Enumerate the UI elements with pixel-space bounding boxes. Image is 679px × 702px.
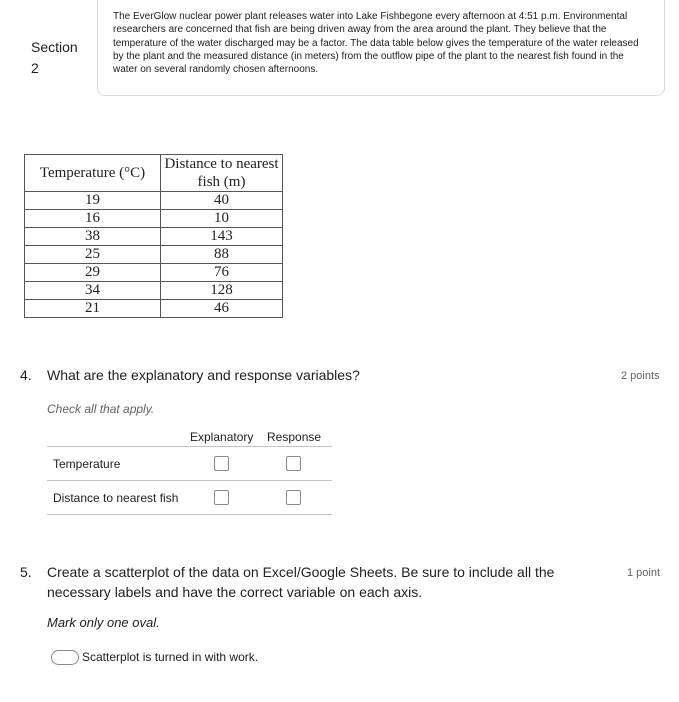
table-cell: 16: [25, 210, 161, 228]
section-label-number: 2: [31, 60, 39, 76]
section-description: The EverGlow nuclear power plant releases water into Lake Fishbegone every afternoon at 4:51 p.m. Environmental researchers are concerned that fish are being driven away from the area around the plant. They believe that the temperature of the water discharged may be a factor. The data table below gives the temperature of the water released by the plant and the measured distance (in meters) from the outflow pipe of the plant to the nearest fish found in the water on several randomly chosen afternoons.: [113, 11, 639, 76]
grid-row-label: Temperature: [53, 457, 121, 471]
table-row: [25, 228, 283, 246]
table-cell: 19: [25, 192, 161, 210]
table-cell: 21: [25, 300, 161, 318]
distance-explanatory-checkbox[interactable]: [214, 490, 229, 505]
table-header-distance: Distance to nearest fish (m): [161, 155, 283, 192]
table-cell: 143: [161, 228, 283, 246]
grid-row-label: Distance to nearest fish: [53, 491, 179, 505]
section-label-word: Section: [31, 39, 78, 55]
question-4-number: 4.: [20, 367, 32, 383]
table-cell: 40: [161, 192, 283, 210]
table-row: [25, 282, 283, 300]
table-row: [25, 246, 283, 264]
section-label: [31, 37, 78, 79]
table-header-temperature: Temperature (°C): [25, 155, 161, 192]
section-description-card: [97, 0, 665, 96]
temperature-explanatory-checkbox[interactable]: [214, 456, 229, 471]
table-cell: 34: [25, 282, 161, 300]
question-4-hint: Check all that apply.: [47, 402, 155, 416]
question-5-number: 5.: [20, 564, 32, 580]
table-cell: 88: [161, 246, 283, 264]
table-row: [25, 300, 283, 318]
grid-row-distance: [47, 481, 332, 515]
table-cell: 29: [25, 264, 161, 282]
data-table: [24, 154, 283, 318]
column-header-response: Response: [267, 430, 322, 444]
question-5-points: 1 point: [627, 567, 661, 579]
question-4-points: 2 points: [621, 370, 660, 382]
table-cell: 10: [161, 210, 283, 228]
temperature-response-checkbox[interactable]: [286, 456, 301, 471]
scatterplot-option-label[interactable]: Scatterplot is turned in with work.: [82, 650, 259, 664]
table-cell: 128: [161, 282, 283, 300]
table-row: [25, 192, 283, 210]
question-5-hint: Mark only one oval.: [47, 615, 160, 630]
table-row: [25, 264, 283, 282]
question-5-text: Create a scatterplot of the data on Excel/Google Sheets. Be sure to include all the necessary labels and have the correct variable on each axis.: [47, 564, 555, 600]
table-row: [25, 210, 283, 228]
question-4-text: What are the explanatory and response variables?: [47, 367, 360, 383]
scatterplot-option-radio[interactable]: [51, 650, 79, 665]
distance-response-checkbox[interactable]: [286, 490, 301, 505]
grid-row-temperature: [47, 447, 332, 481]
table-cell: 25: [25, 246, 161, 264]
table-cell: 38: [25, 228, 161, 246]
table-cell: 76: [161, 264, 283, 282]
column-header-explanatory: Explanatory: [190, 430, 254, 444]
table-cell: 46: [161, 300, 283, 318]
